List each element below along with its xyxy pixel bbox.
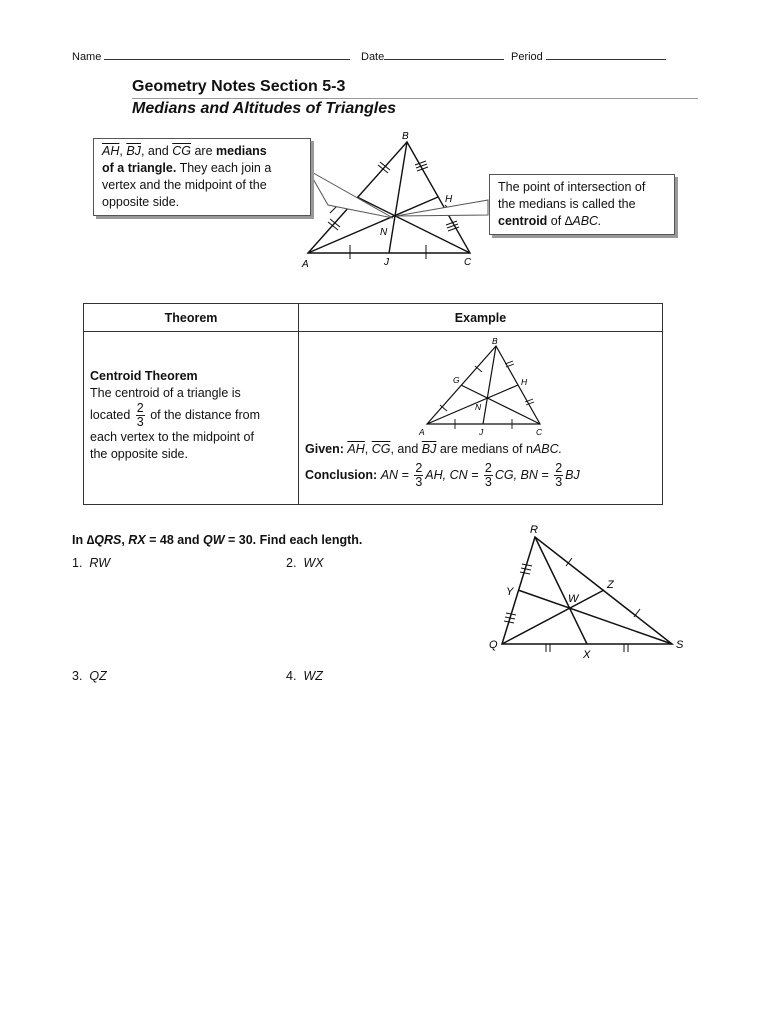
label-J: J: [384, 257, 389, 268]
label-W: W: [568, 593, 579, 605]
header-name: Name: [72, 50, 350, 63]
svg-text:C: C: [536, 427, 543, 437]
label-Z: Z: [607, 579, 614, 591]
svg-text:G: G: [453, 375, 460, 385]
label-Y: Y: [506, 586, 514, 598]
label-A: A: [302, 259, 309, 270]
label-N: N: [380, 227, 388, 238]
theorem-cell: Centroid Theorem The centroid of a triangle is located $\frac{2}{3}$ of the distance from each vertex to the midpoint of the opposite side.: [84, 332, 299, 505]
conclusion-line: Conclusion: AN = $\frac{2}{3}$ AH, CN = $\frac{2}{3}$ CG, BN = $\frac{2}{3}$ BJ: [305, 461, 580, 489]
header-date: Date: [361, 50, 504, 63]
example-cell: [299, 332, 663, 505]
problem-item-4: 4. WZ: [286, 669, 323, 683]
svg-text:J: J: [479, 427, 484, 437]
page-title: Geometry Notes Section 5-3: [132, 78, 346, 95]
label-C: C: [464, 257, 472, 268]
period-line[interactable]: [546, 50, 666, 60]
callout-pointers: [300, 140, 500, 240]
label-R: R: [530, 524, 538, 536]
page-subtitle: Medians and Altitudes of Triangles: [132, 100, 397, 117]
given-line: Given: $\overline{AH}$, $\overline{CG}$, and $\overline{BJ}$ are medians of nABC.: [305, 442, 563, 456]
svg-text:H: H: [521, 377, 528, 387]
figure-qrs-triangle: [480, 520, 690, 665]
label-B: B: [402, 131, 409, 142]
svg-text:N: N: [475, 402, 482, 412]
callout-centroid: The point of intersection of the medians is called the centroid of ∆ABC.: [489, 174, 675, 235]
label-X: X: [583, 649, 591, 661]
header-period: Period: [511, 50, 666, 63]
label-H: H: [445, 194, 453, 205]
name-line[interactable]: [104, 50, 350, 60]
table-header-example: Example: [299, 304, 663, 332]
problem-item-1: 1. RW: [72, 556, 110, 570]
label-Q: Q: [489, 639, 498, 651]
theorem-table: [83, 303, 663, 505]
svg-text:B: B: [492, 336, 498, 346]
problem-item-3: 3. QZ: [72, 669, 107, 683]
svg-text:A: A: [419, 427, 425, 437]
table-header-theorem: Theorem: [84, 304, 299, 332]
date-line[interactable]: [384, 50, 504, 60]
problem-intro: In ∆QRS, RX = 48 and QW = 30. Find each length.: [72, 533, 363, 547]
figure-example-triangle: [417, 336, 557, 444]
callout-medians: $\overline{AH}$, $\overline{BJ}$, and $\overline{CG}$ are medians of a triangle. They each join a vertex and the midpoint of the opposite side.: [93, 138, 311, 216]
title-divider: [132, 98, 698, 99]
label-S: S: [676, 639, 684, 651]
problem-item-2: 2. WX: [286, 556, 324, 570]
